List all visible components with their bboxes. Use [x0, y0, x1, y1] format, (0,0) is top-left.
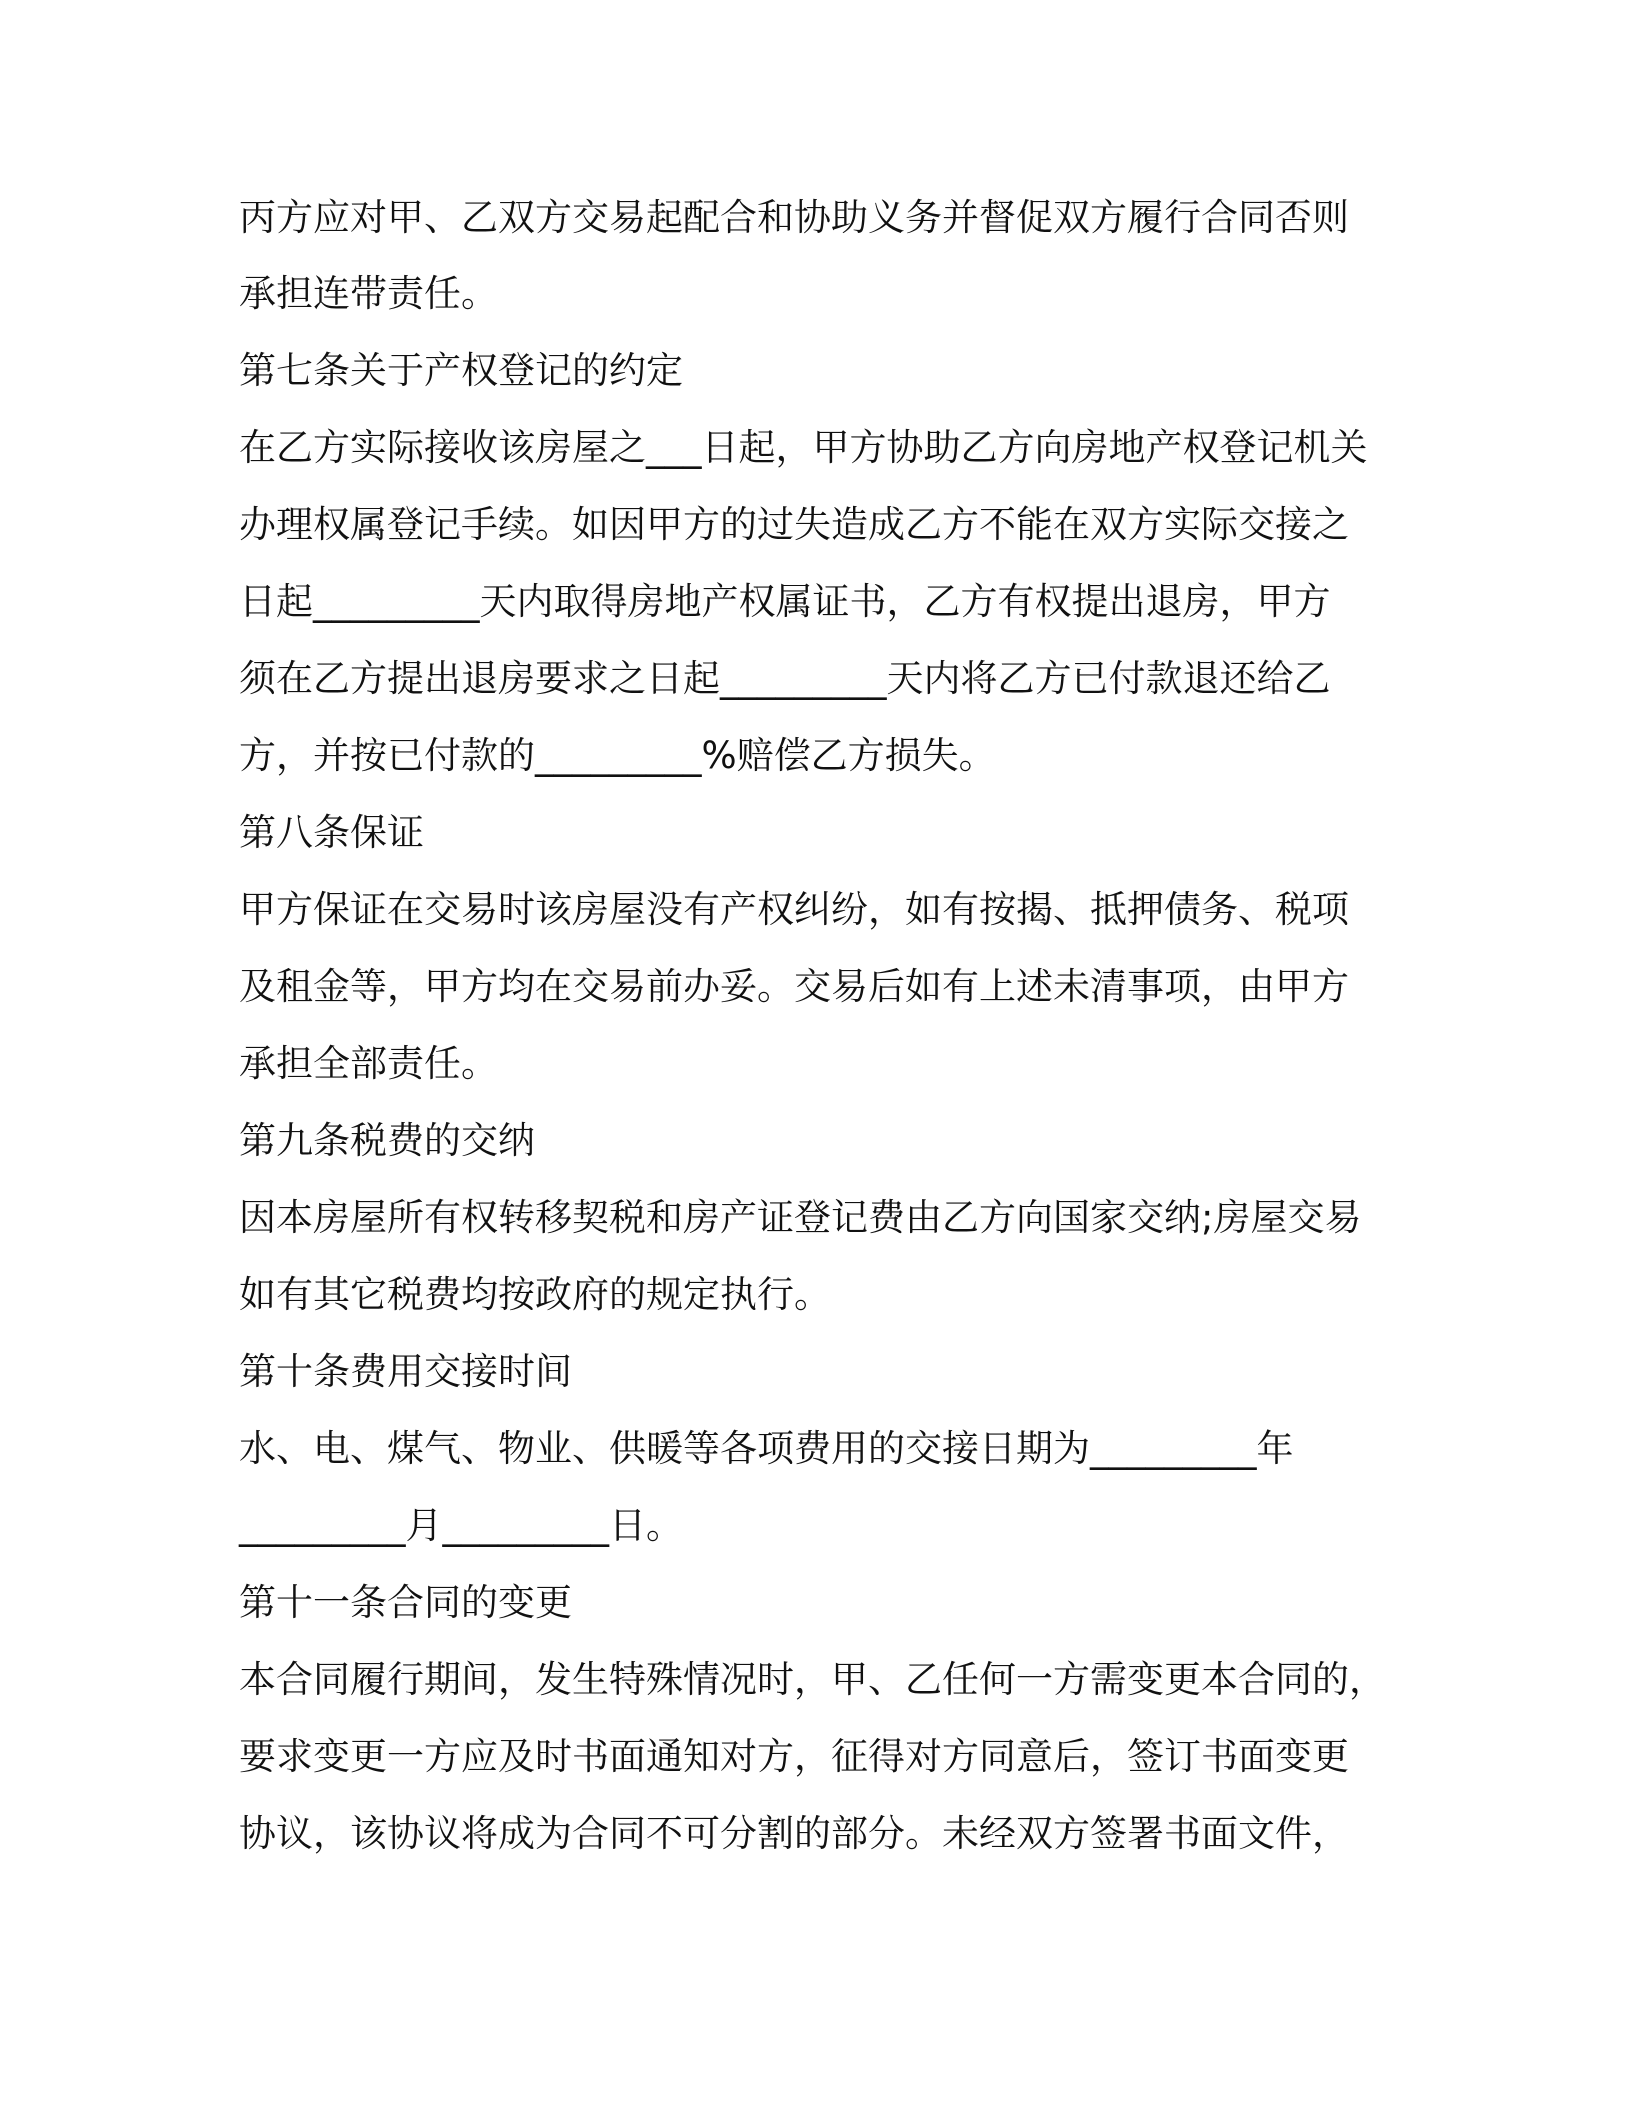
paragraph-line: 日起_________天内取得房地产权属证书，乙方有权提出退房，甲方: [239, 580, 1331, 623]
paragraph-line: _________月_________日。: [239, 1504, 683, 1547]
paragraph-line: 协议，该协议将成为合同不可分割的部分。未经双方签署书面文件，: [239, 1812, 1349, 1855]
section-heading: 第八条保证: [239, 811, 424, 854]
section-heading: 第十条费用交接时间: [239, 1350, 572, 1393]
paragraph-line: 方，并按已付款的_________%赔偿乙方损失。: [239, 734, 996, 777]
paragraph-line: 办理权属登记手续。如因甲方的过失造成乙方不能在双方实际交接之: [239, 503, 1349, 546]
paragraph-line: 水、电、煤气、物业、供暖等各项费用的交接日期为_________年: [239, 1427, 1294, 1470]
section-heading: 第十一条合同的变更: [239, 1581, 572, 1624]
paragraph-line: 甲方保证在交易时该房屋没有产权纠纷，如有按揭、抵押债务、税项: [239, 888, 1349, 931]
paragraph-line: 承担连带责任。: [239, 272, 498, 315]
paragraph-line: 承担全部责任。: [239, 1042, 498, 1085]
paragraph-line: 在乙方实际接收该房屋之___日起，甲方协助乙方向房地产权登记机关: [239, 426, 1368, 469]
paragraph-line: 因本房屋所有权转移契税和房产证登记费由乙方向国家交纳;房屋交易: [239, 1196, 1362, 1239]
paragraph-line: 须在乙方提出退房要求之日起_________天内将乙方已付款退还给乙: [239, 657, 1331, 700]
paragraph-line: 丙方应对甲、乙双方交易起配合和协助义务并督促双方履行合同否则: [239, 196, 1349, 239]
paragraph-line: 及租金等，甲方均在交易前办妥。交易后如有上述未清事项，由甲方: [239, 965, 1349, 1008]
section-heading: 第七条关于产权登记的约定: [239, 349, 683, 392]
paragraph-line: 如有其它税费均按政府的规定执行。: [239, 1273, 831, 1316]
section-heading: 第九条税费的交纳: [239, 1119, 535, 1162]
paragraph-line: 本合同履行期间，发生特殊情况时，甲、乙任何一方需变更本合同的，: [239, 1658, 1386, 1701]
paragraph-line: 要求变更一方应及时书面通知对方，征得对方同意后，签订书面变更: [239, 1735, 1349, 1778]
